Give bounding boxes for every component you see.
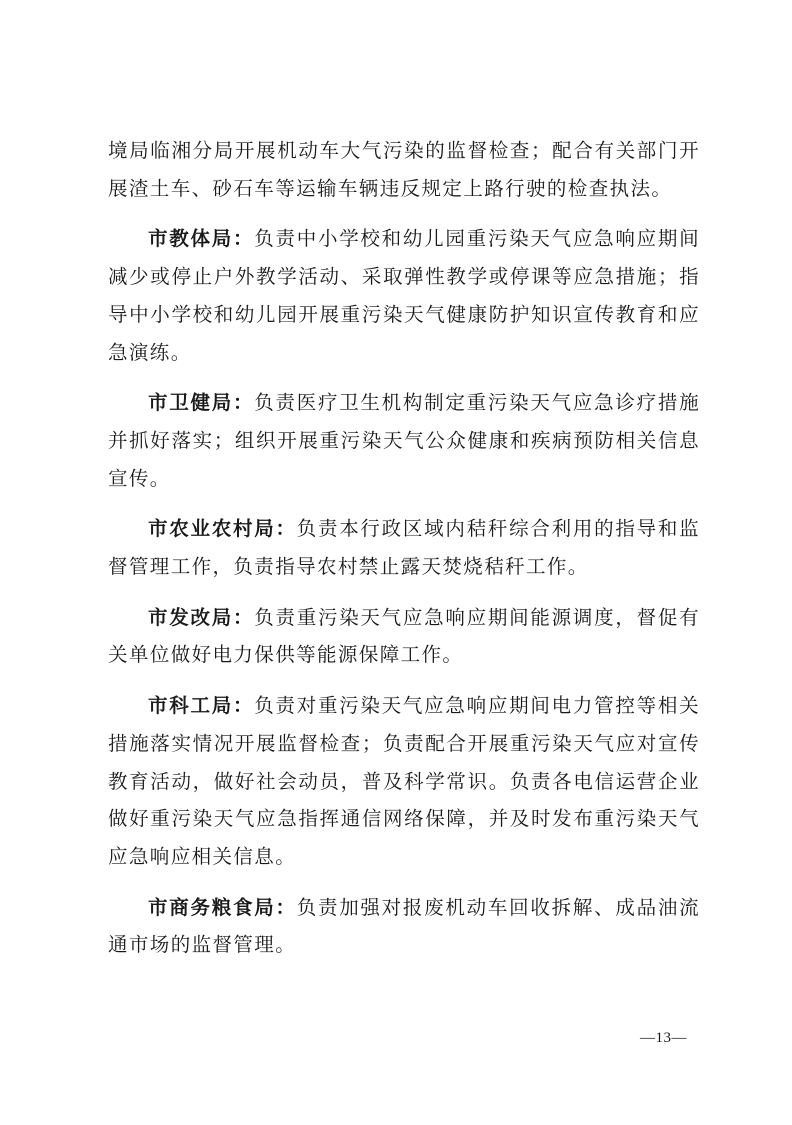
section-paragraph-commerce [108,889,700,964]
dept-name: 市农业农村局： [148,517,297,541]
section-paragraph-development [108,599,700,674]
continuation-paragraph: 境局临湘分局开展机动车大气污染的监督检查；配合有关部门开展渣土车、砂石车等运输车辆违反规定上路行驶的检查执法。 [108,139,700,200]
dept-duties: 负责医疗卫生机构制定重污染天气应急诊疗措施并抓好落实；组织开展重污染天气公众健康和疾病预防相关信息宣传。 [108,391,700,490]
dept-name: 市发改局： [148,605,255,629]
dept-duties: 负责本行政区域内秸秆综合利用的指导和监督管理工作，负责指导农村禁止露天焚烧秸秆工作。 [108,517,700,579]
section-paragraph-health [108,384,700,497]
page-number: —13— [640,1030,687,1046]
dept-duties: 负责加强对报废机动车回收拆解、成品油流通市场的监督管理。 [108,895,700,957]
section-paragraph-agriculture [108,510,700,585]
dept-duties: 负责中小学校和幼儿园重污染天气应急响应期间减少或停止户外教学活动、采取弹性教学或停课等应急措施；指导中小学校和幼儿园开展重污染天气健康防护知识宣传教育和应急演练。 [108,227,700,364]
document-body [108,132,700,977]
dept-duties: 负责对重污染天气应急响应期间电力管控等相关措施落实情况开展监督检查；负责配合开展重污染天气应对宣传教育活动，做好社会动员，普及科学常识。负责各电信运营企业做好重污染天气应急指挥通信网络保障，并及时发布重污染天气应急响应相关信息。 [108,694,700,868]
dept-name: 市科工局： [148,694,255,718]
section-paragraph-science [108,687,700,876]
dept-name: 市商务粮食局： [148,895,297,919]
dept-name: 市教体局： [148,227,255,251]
dept-duties: 负责重污染天气应急响应期间能源调度，督促有关单位做好电力保供等能源保障工作。 [108,605,700,667]
section-paragraph-education [108,220,700,371]
dept-name: 市卫健局： [148,391,255,415]
